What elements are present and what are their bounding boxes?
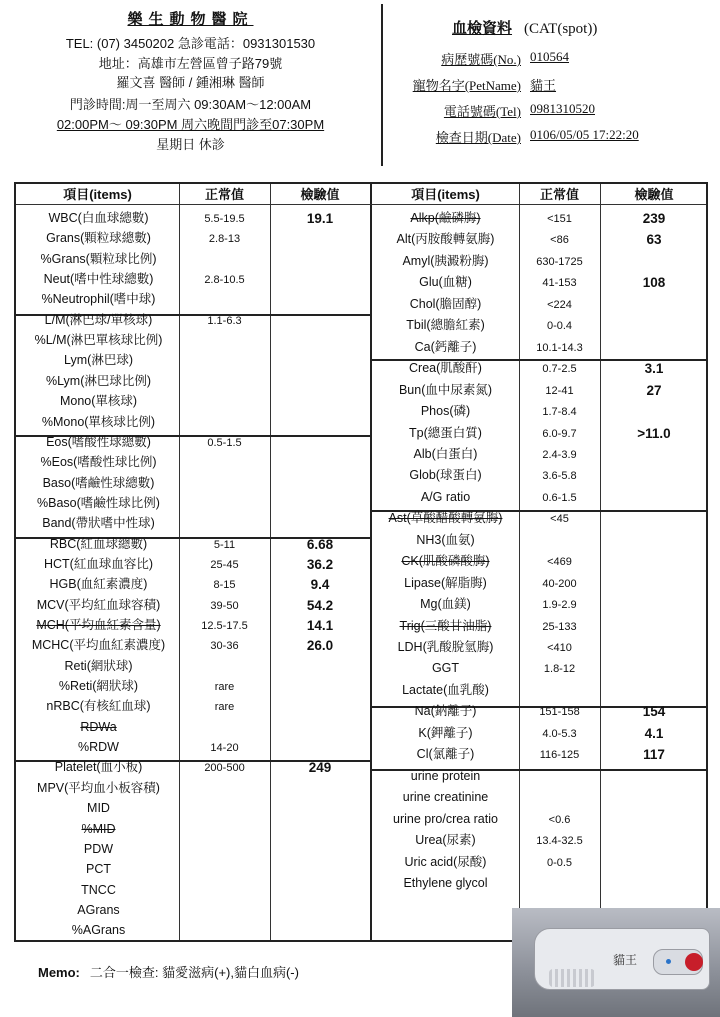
header-normal: 正常值	[539, 187, 579, 202]
left-item-name: %Neutrophil(嗜中球)	[41, 292, 156, 307]
left-item-normal: rare	[214, 701, 235, 714]
right-item-name: Tbil(總膽紅素)	[406, 318, 485, 333]
left-item-name: PDW	[83, 841, 114, 856]
right-item-name: Chol(膽固醇)	[409, 296, 482, 311]
left-item-name: %Mono(單核球比例)	[41, 414, 156, 429]
header-result: 檢驗值	[300, 187, 340, 202]
snap-test-cassette	[534, 928, 710, 990]
header-result: 檢驗值	[634, 187, 674, 202]
patient-field-value: 010564	[530, 49, 569, 64]
left-item-normal: 5-11	[213, 538, 236, 551]
left-item-result: 14.1	[306, 618, 334, 633]
left-item-name: HGB(血紅素濃度)	[49, 577, 148, 592]
clinic-address: 地址：高雄市左營區曾子路79號	[98, 56, 283, 71]
header-divider	[381, 4, 383, 166]
left-item-name: %RDW	[78, 740, 119, 755]
left-item-name: %Eos(嗜酸性球比例)	[40, 455, 157, 470]
right-item-normal: 40-200	[542, 577, 577, 590]
right-item-name: Ca(鈣離子)	[414, 339, 477, 354]
clinic-hours-sunday: 星期日 休診	[156, 137, 225, 152]
left-item-name: Band(帶狀嗜中性球)	[42, 516, 155, 531]
right-item-normal: <469	[547, 556, 572, 569]
memo-label: Memo:	[38, 965, 80, 980]
right-item-name: GGT	[431, 661, 460, 676]
left-item-normal: 1.1-6.3	[207, 314, 242, 327]
right-item-name: urine creatinine	[402, 790, 489, 805]
right-item-name: Na(鈉離子)	[414, 704, 477, 719]
right-item-name: Alkp(鹼磷脢)	[410, 211, 481, 225]
memo	[38, 962, 299, 981]
left-item-name: %Grans(顆粒球比例)	[40, 251, 157, 266]
left-item-normal: 0.5-1.5	[207, 436, 242, 449]
left-item-normal: 14-20	[210, 742, 239, 755]
left-item-name: %Reti(網狀球)	[58, 679, 139, 694]
header-normal: 正常值	[204, 187, 244, 202]
right-item-normal: 25-133	[542, 620, 577, 633]
left-item-result: 54.2	[306, 597, 334, 613]
header-items: 項目(items)	[411, 187, 480, 202]
right-item-normal: 4.0-5.3	[542, 727, 577, 740]
right-item-result: 4.1	[644, 725, 664, 741]
left-item-normal: 2.8-10.5	[204, 274, 245, 287]
right-item-name: urine protein	[410, 768, 481, 783]
patient-field-label: 病歷號碼(No.)	[441, 52, 521, 67]
right-item-name: Trig(三酸甘油脂)	[399, 618, 492, 633]
left-item-name: Mono(單核球)	[59, 394, 138, 409]
right-item-name: Bun(血中尿素氮)	[398, 382, 493, 397]
right-item-normal: <0.6	[548, 813, 571, 826]
report-title-text: 血檢資料	[452, 20, 513, 37]
right-item-normal: 0-0.4	[546, 320, 573, 333]
left-item-name: MPV(平均血小板容積)	[37, 780, 160, 795]
left-item-normal: 5.5-19.5	[204, 213, 245, 225]
right-item-result: 27	[646, 382, 662, 398]
left-item-name: Grans(顆粒球總數)	[46, 231, 151, 246]
right-item-name: LDH(乳酸脫氫脢)	[397, 640, 494, 654]
clinic-hours-evening: 02:00PM～ 09:30PM 周六晚間門診至07:30PM	[56, 117, 325, 132]
right-item-normal: 0-0.5	[546, 856, 573, 869]
left-item-normal: 8-15	[213, 579, 236, 592]
right-item-normal: 12-41	[545, 384, 574, 397]
left-item-name: MID	[87, 801, 110, 816]
left-item-result: 19.1	[306, 211, 334, 226]
left-item-name: Eos(嗜酸性球總數)	[46, 434, 151, 449]
control-spot	[666, 959, 671, 964]
right-item-result: 108	[642, 275, 666, 291]
left-item-normal: 30-36	[210, 640, 239, 653]
right-item-name: Urea(尿素)	[415, 833, 476, 848]
left-item-name: WBC(白血球總數)	[48, 211, 149, 225]
patient-field-value: 貓王	[530, 78, 557, 93]
left-item-name: AGrans	[77, 902, 120, 917]
right-item-result: 239	[642, 211, 666, 226]
right-item-name: Ethylene glycol	[403, 875, 488, 890]
right-item-name: Uric acid(尿酸)	[404, 854, 487, 869]
right-item-normal: 630-1725	[536, 255, 583, 268]
right-item-result: 63	[646, 232, 662, 248]
right-item-name: Lactate(血乳酸)	[402, 682, 489, 697]
right-item-normal: 0.7-2.5	[542, 363, 577, 376]
right-item-normal: <45	[550, 513, 569, 526]
clinic-name: 樂生動物醫院	[127, 10, 254, 28]
sample-well-spot	[685, 953, 703, 971]
right-item-normal: 0.6-1.5	[542, 491, 577, 504]
left-item-result: 249	[308, 760, 332, 776]
patient-field-value: 0981310520	[530, 101, 595, 116]
left-item-name: Baso(嗜鹼性球總數)	[42, 475, 155, 490]
right-item-name: Amyl(胰澱粉脢)	[402, 253, 489, 268]
left-item-name: %AGrans	[71, 923, 126, 938]
right-item-normal: 2.4-3.9	[542, 448, 577, 461]
right-item-normal: 3.6-5.8	[542, 470, 577, 483]
right-item-name: A/G ratio	[420, 489, 471, 504]
cassette-grip	[549, 969, 595, 987]
right-item-name: Phos(磷)	[420, 404, 471, 419]
right-item-name: urine pro/crea ratio	[393, 811, 498, 826]
patient-field-label: 電話號碼(Tel)	[443, 104, 521, 119]
report-subtitle: (CAT(spot))	[524, 21, 598, 37]
right-item-name: Crea(肌酸酐)	[409, 361, 482, 376]
right-item-result: 3.1	[644, 361, 664, 377]
test-kit-photo	[512, 908, 720, 1017]
left-item-name: MCV(平均紅血球容積)	[36, 597, 161, 612]
blood-test-table	[14, 182, 708, 942]
left-item-normal: 12.5-17.5	[201, 620, 248, 632]
right-item-normal: <86	[550, 234, 569, 247]
left-item-name: PCT	[86, 862, 111, 877]
right-item-normal: 1.8-12	[543, 663, 576, 676]
right-item-normal: 1.9-2.9	[542, 599, 577, 612]
right-item-result: >11.0	[637, 425, 671, 441]
right-item-result: 117	[643, 747, 665, 763]
right-item-result: 154	[642, 704, 666, 720]
left-item-normal: 2.8-13	[208, 233, 241, 246]
left-item-name: MCH(平均血紅素含量)	[36, 618, 161, 632]
right-item-name: Alt(丙胺酸轉氨脢)	[396, 232, 495, 247]
left-item-normal: 39-50	[210, 599, 239, 612]
right-item-normal: 6.0-9.7	[542, 427, 577, 440]
right-item-name: Glu(血糖)	[419, 275, 472, 290]
right-item-normal: 13.4-32.5	[536, 835, 583, 848]
right-item-normal: 1.7-8.4	[542, 406, 577, 419]
right-item-name: NH3(血氨)	[416, 532, 475, 547]
left-item-name: Platelet(血小板)	[54, 760, 143, 775]
left-item-name: %Baso(嗜鹼性球比例)	[37, 495, 160, 510]
right-item-name: Lipase(解脂脢)	[404, 575, 487, 590]
right-item-normal: 10.1-14.3	[536, 341, 583, 354]
right-item-normal: <151	[547, 213, 572, 225]
clinic-hours-weekday: 門診時間:周一至周六 09:30AM～12:00AM	[69, 97, 312, 112]
patient-field-label: 寵物名字(PetName)	[412, 78, 521, 93]
left-item-name: HCT(紅血球血容比)	[43, 556, 153, 571]
left-item-result: 9.4	[310, 577, 330, 593]
clinic-doctors: 羅文喜 醫師 / 鍾湘琳 醫師	[116, 75, 265, 90]
right-item-name: K(鉀離子)	[418, 725, 473, 740]
left-item-name: %Lym(淋巴球比例)	[45, 373, 152, 388]
right-item-name: Ast(草酸醋酸轉氨脢)	[388, 511, 503, 526]
handwritten-label: 貓王	[613, 953, 638, 967]
right-item-name: CK(肌酸磷酸脢)	[401, 554, 490, 569]
left-item-name: Lym(淋巴球)	[64, 353, 133, 368]
left-item-result: 36.2	[306, 556, 334, 572]
right-item-normal: 116-125	[539, 749, 580, 762]
right-item-name: Alb(白蛋白)	[413, 446, 478, 461]
clinic-phone: TEL: (07) 3450202 急診電話：0931301530	[65, 36, 316, 51]
left-item-name: Neut(嗜中性球總數)	[43, 272, 154, 287]
left-item-result: 26.0	[306, 638, 334, 654]
patient-field-value: 0106/05/05 17:22:20	[530, 127, 639, 142]
right-item-normal: <224	[547, 298, 572, 311]
right-item-name: Cl(氯離子)	[416, 747, 475, 762]
right-item-name: Glob(球蛋白)	[409, 468, 482, 483]
right-item-normal: <410	[547, 642, 572, 654]
report-title	[452, 17, 597, 38]
right-item-name: Mg(血鎂)	[420, 597, 471, 612]
left-item-normal: 25-45	[210, 558, 239, 571]
left-item-name: %L/M(淋巴單核球比例)	[34, 333, 163, 348]
left-item-normal: rare	[214, 681, 235, 694]
right-item-normal: 41-153	[542, 277, 577, 290]
memo-text: 二合一檢查: 貓愛滋病(+),貓白血病(-)	[89, 965, 299, 980]
right-item-normal: 151-158	[539, 706, 580, 719]
patient-field-label: 檢查日期(Date)	[435, 130, 521, 145]
header-items: 項目(items)	[63, 187, 132, 202]
left-item-name: RBC(紅血球總數)	[49, 536, 148, 551]
left-item-name: %MID	[81, 821, 116, 836]
left-item-name: MCHC(平均血紅素濃度)	[31, 638, 166, 653]
left-item-name: nRBC(有核紅血球)	[46, 699, 151, 714]
left-item-name: Reti(網狀球)	[64, 658, 133, 673]
left-item-name: TNCC	[81, 882, 116, 897]
left-item-normal: 200-500	[204, 762, 245, 775]
left-item-name: RDWa	[80, 719, 117, 734]
right-item-name: Tp(總蛋白質)	[409, 425, 482, 440]
left-item-name: L/M(淋巴球/單核球)	[44, 312, 153, 327]
left-item-result: 6.68	[306, 536, 334, 552]
